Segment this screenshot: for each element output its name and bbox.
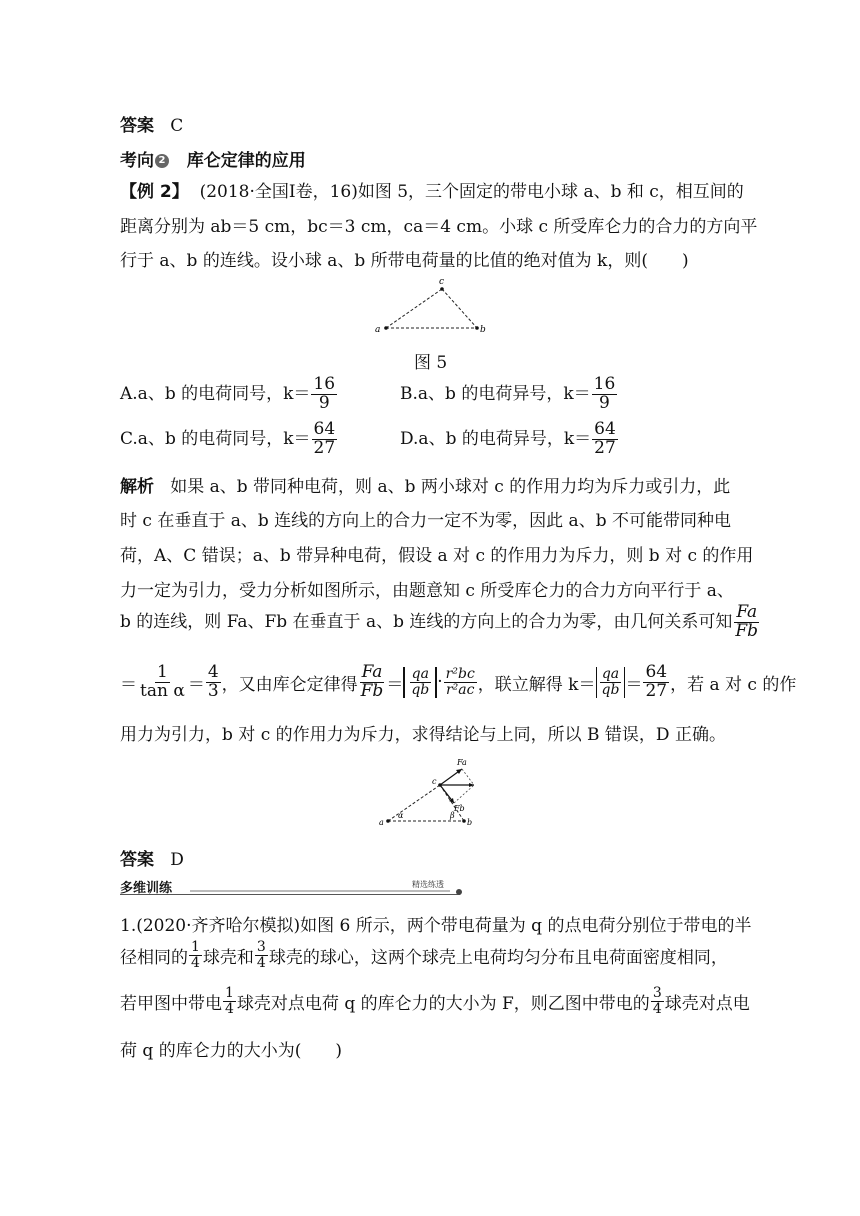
example-line-3: 行于 a、b 的连线。设小球 a、b 所带电荷量的比值的绝对值为 k，则( ) [120, 251, 689, 271]
q1-l3-post: 球壳对点电 [664, 993, 750, 1014]
eq-qa-2: qa [601, 666, 620, 683]
analysis-equation-line: ＝ $\frac{1}{\text{tan α}}$ ＝ $\frac{4}{3}$ ，又由库仑定律得 $\frac{Fa}{Fb}$ ＝ $\frac{qa}{qb}$ · $\frac{\text{r²bc}}{\text{r²ac}}$ ，联立解得 k＝ $\frac{qa}{qb}$ ＝ $\frac{64}{27}$ ，若 a 对 c 的作 [120, 662, 797, 701]
example-tag: 【例 2】 [120, 182, 189, 202]
analysis-line-7: 用力为引力，b 对 c 的作用力为斥力，求得结论与上同，所以 B 错误，D 正确。 [120, 725, 726, 745]
force-ball-b [462, 819, 466, 823]
practice-rule [190, 890, 450, 892]
parallelogram-side-2 [454, 785, 474, 803]
eq-one: 1 [156, 662, 168, 682]
q1-line-3 [120, 986, 750, 1016]
force-label-a: a [379, 818, 384, 827]
option-b [400, 376, 618, 413]
arrow-resultant-head [469, 783, 474, 787]
force-diagram [378, 755, 488, 829]
eq-fa: Fa [361, 662, 383, 682]
eq-qa: qa [411, 666, 429, 683]
label-fa: Fa [457, 758, 467, 767]
analysis-text-1: 如果 a、b 带同种电荷，则 a、b 两小球对 c 的作用力均为斥力或引力，此 [170, 477, 731, 497]
parallelogram-side-1 [462, 769, 474, 785]
eq-k-num: 64 [645, 662, 668, 682]
q1-line-1: 1.(2020·齐齐哈尔模拟)如图 6 所示，两个带电荷量为 q 的点电荷分别位于带电的半 [120, 916, 752, 936]
q1-frac3-den: 4 [225, 1000, 234, 1017]
option-d-num: 64 [594, 419, 616, 439]
eq-k-den: 27 [645, 680, 668, 701]
ball-c [440, 287, 444, 291]
eq-rac: r²ac [445, 681, 475, 698]
ball-a [384, 326, 388, 330]
force-label-b: b [467, 818, 473, 827]
q1-frac2-num: 3 [256, 939, 266, 955]
eq-mid-1: ，又由库仑定律得 [221, 674, 358, 695]
example-line-2: 距离分别为 ab＝5 cm，bc＝3 cm，ca＝4 cm。小球 c 所受库仑力的合力的方向平 [120, 217, 758, 237]
analysis-line-3: 荷，A、C 错误；a、b 带异种电荷，假设 a 对 c 的作用力为斥力，则 b 对 c 的作用 [120, 546, 754, 566]
force-ball-a [386, 819, 390, 823]
practice-subtitle: 精选练透 [412, 880, 444, 889]
ball-b [475, 326, 479, 330]
eq-three: 3 [207, 680, 219, 701]
option-d [400, 421, 619, 458]
label-a: a [375, 325, 381, 335]
section-title: 库仑定律的应用 [186, 151, 306, 171]
answer-label: 答案 [120, 116, 154, 136]
answer-line-2 [120, 845, 184, 870]
frac-fb: Fb [735, 620, 759, 641]
section-number-badge: 2 [155, 154, 169, 168]
eq-rbc: r²bc [445, 666, 475, 683]
answer-line [120, 111, 183, 136]
answer-value-2: D [170, 850, 184, 870]
option-a-den: 9 [318, 392, 330, 413]
option-b-num: 16 [593, 374, 616, 394]
label-fb: Fb [454, 804, 465, 813]
option-a-text: A.a、b 的电荷同号，k＝ [120, 383, 311, 404]
option-b-den: 9 [599, 392, 610, 413]
option-d-den: 27 [594, 437, 616, 458]
eq-mid-2: ，联立解得 k＝ [477, 674, 596, 695]
analysis-line-2: 时 c 在垂直于 a、b 连线的方向上的合力一定不为零，因此 a、b 不可能带同种电 [120, 511, 731, 531]
option-a [120, 376, 338, 413]
q1-frac1-num: 1 [191, 939, 200, 955]
label-b: b [480, 325, 486, 335]
label-beta: β [450, 811, 455, 820]
analysis-line-1 [120, 472, 730, 497]
eq-tan: tan α [140, 680, 185, 701]
practice-header [120, 877, 470, 897]
q1-frac2-den: 4 [256, 954, 266, 971]
frac-fa: Fa [736, 602, 758, 622]
option-c-den: 27 [313, 437, 336, 458]
eq-mid-3: ，若 a 对 c 的作 [670, 674, 797, 695]
force-ball-c [438, 783, 442, 787]
analysis-label: 解析 [120, 477, 154, 497]
eq-four: 4 [207, 662, 219, 682]
example-text-1: (2018·全国Ⅰ卷，16)如图 5，三个固定的带电小球 a、b 和 c，相互间的 [199, 182, 744, 202]
force-line-ac [388, 785, 440, 821]
option-c-num: 64 [313, 419, 336, 439]
line-cb [442, 289, 477, 328]
label-c: c [439, 277, 445, 287]
force-label-c: c [432, 777, 437, 786]
q1-line-4: 荷 q 的库仑力的大小为( ) [120, 1041, 342, 1061]
label-alpha: α [398, 811, 404, 820]
option-c-text: C.a、b 的电荷同号，k＝ [120, 428, 311, 449]
practice-title: 多维训练 [120, 881, 173, 896]
line-ac [386, 289, 442, 328]
q1-frac1-den: 4 [191, 954, 200, 971]
q1-l2-pre: 径相同的 [120, 947, 188, 968]
q1-l3-pre: 若甲图中带电 [120, 993, 222, 1014]
eq-fb: Fb [360, 680, 384, 701]
q1-line-2 [120, 940, 728, 970]
analysis-text-5: b 的连线，则 Fa、Fb 在垂直于 a、b 连线的方向上的合力为零，由几何关系可知 [120, 611, 733, 632]
section-prefix: 考向 [120, 151, 154, 171]
practice-underline [120, 894, 460, 895]
answer-value: C [170, 116, 184, 136]
section-heading [120, 146, 306, 171]
answer-label-2: 答案 [120, 850, 154, 870]
q1-l2-post: 球壳的球心，这两个球壳上电荷均匀分布且电荷面密度相同， [268, 947, 728, 968]
option-a-num: 16 [313, 374, 336, 394]
figure-5-caption: 图 5 [414, 353, 448, 373]
option-b-text: B.a、b 的电荷异号，k＝ [400, 383, 591, 404]
analysis-line-4: 力一定为引力，受力分析如图所示，由题意知 c 所受库仑力的合力方向平行于 a、 [120, 581, 734, 601]
eq-qb: qb [411, 681, 430, 698]
q1-frac3-num: 1 [225, 985, 234, 1001]
figure-5-triangle [370, 275, 494, 337]
example-line-1 [120, 177, 744, 202]
option-d-text: D.a、b 的电荷异号，k＝ [400, 428, 592, 449]
q1-l2-mid: 球壳和 [202, 947, 254, 968]
analysis-line-5 [120, 604, 761, 641]
q1-l3-mid: 球壳对点电荷 q 的库仑力的大小为 F，则乙图中带电的 [236, 993, 650, 1014]
q1-frac4-num: 3 [652, 985, 662, 1001]
eq-qb-2: qb [601, 681, 620, 698]
practice-dot-icon [456, 889, 462, 895]
option-c [120, 421, 338, 458]
q1-frac4-den: 4 [652, 1000, 662, 1017]
